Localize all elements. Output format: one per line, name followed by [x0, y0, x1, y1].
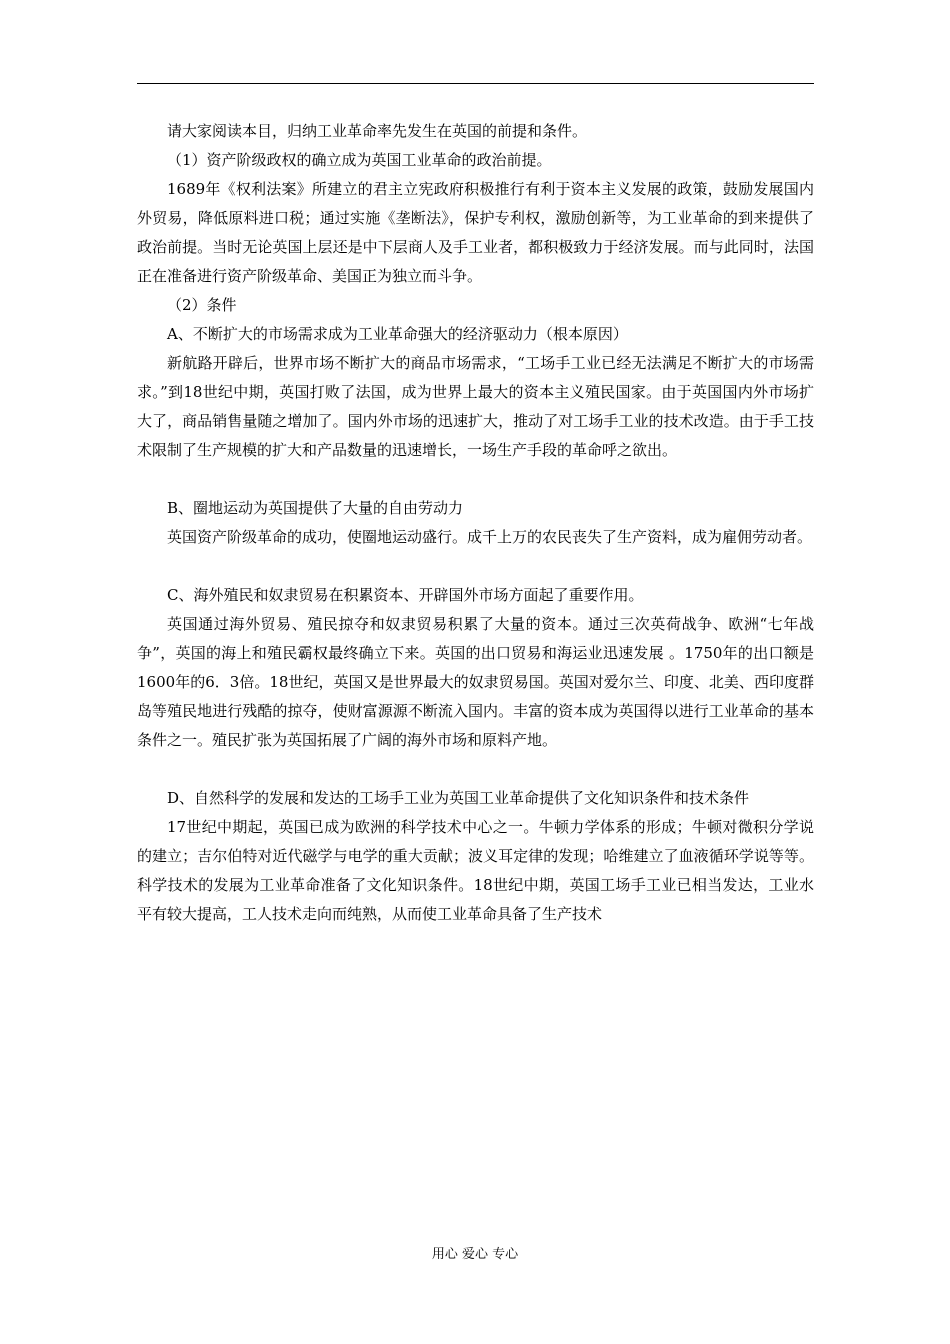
- condition-b-body: 英国资产阶级革命的成功，使圈地运动盛行。成千上万的农民丧失了生产资料，成为雇佣劳动者。: [167, 528, 813, 546]
- condition-a-body: 新航路开辟后，世界市场不断扩大的商品市场需求，“工场手工业已经无法满足不断扩大的市场需求。”到18世纪中期，英国打败了法国，成为世界上最大的资本主义殖民国家。由于英国国内外市场扩大了，商品销售量随之增加了。国内外市场的迅速扩大，推动了对工场手工业的技术改造。由于手工技术限制了生产规模的扩大和产品数量的迅速增长，一场生产手段的革命呼之欲出。: [137, 354, 814, 459]
- section-1-body: 1689年《权利法案》所建立的君主立宪政府积极推行有利于资本主义发展的政策，鼓励发展国内外贸易，降低原料进口税；通过实施《垄断法》，保护专利权，激励创新等，为工业革命的到来提供了政治前提。当时无论英国上层还是中下层商人及手工业者，都积极致力于经济发展。而与此同时，法国正在准备进行资产阶级革命、美国正为独立而斗争。: [137, 180, 814, 285]
- header-rule: [137, 83, 814, 84]
- condition-b-heading: B、圈地运动为英国提供了大量的自由劳动力: [167, 499, 464, 517]
- page-footer: 用心 爱心 专心: [431, 1247, 519, 1262]
- document-body: [137, 117, 814, 929]
- condition-a-heading: A、不断扩大的市场需求成为工业革命强大的经济驱动力（根本原因）: [167, 325, 628, 343]
- condition-c-heading: C、海外殖民和奴隶贸易在积累资本、开辟国外市场方面起了重要作用。: [167, 586, 644, 604]
- section-2-heading: （2）条件: [167, 296, 237, 314]
- condition-c-body: 英国通过海外贸易、殖民掠夺和奴隶贸易积累了大量的资本。通过三次英荷战争、欧洲“七年战争”，英国的海上和殖民霸权最终确立下来。英国的出口贸易和海运业迅速发展 。1750年的出口额是1600年的6．3倍。18世纪，英国又是世界最大的奴隶贸易国。英国对爱尔兰、印度、北美、西印度群岛等殖民地进行残酷的掠夺，使财富源源不断流入国内。丰富的资本成为英国得以进行工业革命的基本条件之一。殖民扩张为英国拓展了广阔的海外市场和原料产地。: [137, 615, 814, 749]
- intro-paragraph: 请大家阅读本目，归纳工业革命率先发生在英国的前提和条件。: [167, 122, 588, 140]
- condition-d-heading: D、自然科学的发展和发达的工场手工业为英国工业革命提供了文化知识条件和技术条件: [167, 789, 750, 807]
- section-1-heading: （1）资产阶级政权的确立成为英国工业革命的政治前提。: [167, 151, 552, 169]
- condition-d-body: 17世纪中期起，英国已成为欧洲的科学技术中心之一。牛顿力学体系的形成；牛顿对微积分学说的建立；吉尔伯特对近代磁学与电学的重大贡献；波义耳定律的发现；哈维建立了血液循环学说等等。科学技术的发展为工业革命准备了文化知识条件。18世纪中期，英国工场手工业已相当发达，工业水平有较大提高，工人技术走向而纯熟，从而使工业革命具备了生产技术: [137, 818, 814, 923]
